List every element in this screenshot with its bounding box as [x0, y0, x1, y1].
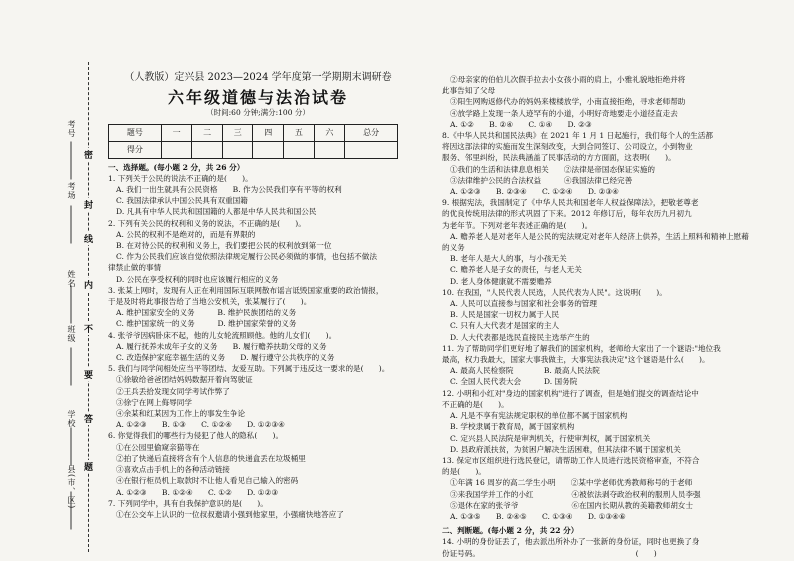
question-line: A. 公民的权利不是绝对的，而是有界限的 [116, 229, 256, 239]
question-line: 1. 下列关于公民的说法不正确的是( )。 [108, 173, 253, 183]
question-line: ④放学路上发现一条人迹罕有的小道，小明好奇地要走小道径直走去 [450, 108, 678, 118]
left-column [108, 72, 408, 520]
question-line: C. 作为公民我们应该自觉依照法律规定履行公民必须做的事情，也包括不做法 [116, 252, 377, 262]
question-line: A. 我们一出生就具有公民资格 B. 作为公民我们享有平等的权利 [116, 185, 342, 195]
question-line: ①我们的生活和法律息息相关 ②法律是帝国态保证实施的 [450, 164, 656, 174]
seal-char: 封 [84, 198, 93, 211]
margin-label-school: 学校 [67, 410, 76, 428]
question-line: 最高，权力我最大，国家大事我做主，大事宪法我决定"这个谜语是什么( )。 [442, 355, 710, 365]
question-line: 4. 张爷爷因病卧床不起，他的儿女轮流照顾他。他的儿女们( )。 [108, 330, 337, 340]
score-table-header-cell: 题号 [109, 124, 162, 141]
question-line: 12. 小明和小红对"身边的国家机构"进行了调查，但是她们提交的调查结论中 [442, 388, 699, 398]
fill-line [71, 428, 72, 466]
right-questions [442, 74, 772, 559]
question-line: C. 全国人民代表大会 D. 国务院 [450, 377, 578, 387]
margin-label-exam-room: 考场 [67, 182, 76, 200]
question-line: 10. 在我国，"人民代表人民选，人民代表为人民"。这说明( )。 [442, 287, 667, 297]
seal-dashed-line [88, 62, 89, 552]
question-line: 律禁止做的事情 [108, 263, 162, 273]
seal-char: 答 [84, 412, 93, 425]
question-line: D. 老人身体健康就不需要赡养 [450, 276, 552, 286]
question-line: 2. 下列有关公民的权利和义务的说法，不正确的是( )。 [108, 218, 306, 228]
question-line: ③喜欢点击手机上的各种活动链接 [116, 465, 230, 475]
question-line: ②拍了快递后直接将含有个人信息的快递盒丢在垃圾桶里 [116, 453, 306, 463]
question-line: D. 凡具有中华人民共和国国籍的人都是中华人民共和国公民 [116, 207, 317, 217]
question-line: 8.《中华人民共和国民法典》在 2021 年 1 月 1 日起施行，我们每个人的生活都 [442, 131, 713, 141]
question-line: 的优良传统用法律的形式巩固了下来。2012 年修订后，每年农历九月初九 [442, 209, 692, 219]
question-line: C. 改造保护家庭幸福生活的义务 D. 履行遵守公共秩序的义务 [116, 353, 335, 363]
margin-label-county: 县(市、区) [67, 465, 76, 510]
question-line: 于是及时将此事报告给了当地公安机关，张某履行了( )。 [108, 297, 312, 307]
question-line: 的是( )。 [442, 467, 486, 477]
margin-label-name: 姓名 [67, 270, 76, 288]
exam-info: （时间:60 分钟;满分:100 分） [206, 108, 310, 118]
score-table-header-row [109, 124, 398, 141]
section-heading: 二、判断题。(每小题 2 分，共 22 分） [442, 526, 579, 536]
question-line: ①徐敏给爸爸团结妈妈数据开着向驾驶证 [116, 375, 253, 385]
score-table-score-cell[interactable]: 得分 [109, 141, 162, 158]
left-questions [108, 162, 408, 521]
seal-char: 要 [84, 368, 93, 381]
question-line: A. 赡养老人是对老年人是公民的宪法规定对老年人经济上供养，生活上照料和精神上慰藉 [450, 231, 749, 241]
score-table-score-cell[interactable] [161, 141, 192, 158]
question-line: A. 履行抚养未成年子女的义务 B. 履行赡养扶助父母的义务 [116, 341, 327, 351]
question-line: C. 我国法律承认中国公民具有双重国籍 [116, 196, 248, 206]
exam-title: 六年级道德与法治试卷 [167, 88, 348, 108]
question-line: A. ①②③ B. ①②④ C. ①② D. ①②③ [116, 487, 279, 497]
score-table-score-cell[interactable] [284, 141, 315, 158]
question-line: C. 维护国家统一的义务 D. 维护国家荣誉的义务 [116, 319, 297, 329]
question-line: B. 老年人是大人的事，与小孩无关 [450, 254, 567, 264]
question-line: 9. 根据宪法，我国制定了《中华人民共和国老年人权益保障法》，把敬老尊老 [442, 198, 699, 208]
score-table-header-cell: 一 [161, 124, 192, 141]
question-line: 将因这部法律的实施而发生深刻改变，大到合同签订、公司设立，小到物业 [442, 142, 693, 152]
score-table-score-cell[interactable] [222, 141, 253, 158]
seal-char: 密 [84, 148, 93, 161]
binding-margin [8, 60, 93, 555]
question-line: B. 人民是国家一切权力属于人民 [450, 310, 560, 320]
section-heading: 一、选择题。(每小题 2 分，共 26 分） [108, 162, 245, 172]
question-line: 服务、邻里纠纷，民法典涵盖了民事活动的方方面面，这表明( )。 [442, 153, 676, 163]
question-line: 份证号码。 ( ) [442, 548, 657, 558]
question-line: ③法律维护公民的合法权益 ④我国法律已经完善 [450, 175, 633, 185]
question-line: ④在银行柜员机上取款时不让他人看见自己输入的密码 [116, 476, 299, 486]
score-table-score-cell[interactable] [253, 141, 284, 158]
fill-line [71, 206, 72, 244]
question-line: 不正确的是( )。 [442, 399, 509, 409]
question-line: ③阳生网购返修代办的妈妈来楼楼放学，小南直接拒绝，寻求老师帮助 [450, 97, 686, 107]
question-line: A. 人民可以直接参与国家和社会事务的管理 [450, 299, 597, 309]
seal-char: 线 [84, 232, 93, 245]
question-line: A. 凡是不享有宪法规定职权的单位都不属于国家机构 [450, 411, 628, 421]
score-table-score-cell[interactable] [345, 141, 398, 158]
question-line: ⑤退休在家的张爷爷 ⑥在国内长期从教的美籍教师胡女士 [450, 500, 693, 510]
question-line: A. 最高人民检察院 B. 最高人民法院 [450, 366, 600, 376]
question-line: D. 人大代表都是选民直接民主选举产生的 [450, 332, 590, 342]
question-line: 为老年节。下列对老年表述正确的是( )。 [442, 220, 593, 230]
score-table-header-cell: 二 [192, 124, 223, 141]
question-line: B. 学校隶属于教育局，属于国家机构 [450, 422, 575, 432]
fill-line [71, 142, 72, 180]
question-line: 7. 下列同学中，具有自我保护意识的是( )。 [108, 498, 268, 508]
right-column [442, 74, 772, 559]
fill-line [71, 348, 72, 386]
question-line: ②王兵丢拾发现女同学考试作弊了 [116, 386, 230, 396]
margin-label-class: 班级 [67, 325, 76, 343]
question-line: ①在公交车上认识的一位叔叔邀请小强到他家里，小强痛快地答应了 [116, 509, 344, 519]
question-line: D. 公民在享受权利的同时也应该履行相应的义务 [116, 274, 279, 284]
score-table-score-cell[interactable] [192, 141, 223, 158]
question-line: 3. 张某上网时，发现有人正在利用国际互联网散布谣言诋毁国家重要的政治情报， [108, 285, 384, 295]
question-line: 的义务 [442, 243, 465, 253]
question-line: ②母亲家的伯伯儿次假手拉去小女孩小雨的肩上，小雅礼貌地拒绝并将 [450, 75, 686, 84]
question-line: B. 在对待公民的权利和义务上，我们要把公民的权利放到第一位 [116, 241, 332, 251]
question-line: ①年满 16 周岁的高二学生小明 ②某中学老师优秀教师称号的于老师 [450, 478, 693, 488]
question-line: ③徐宁在网上侮辱同学 [116, 397, 192, 407]
seal-char: 内 [84, 278, 93, 291]
exam-subtitle: （人教版）定兴县 2023—2024 学年度第一学期期末调研卷 [124, 72, 392, 83]
question-line: A. ①②③ B. ②③④ C. ①②④ D. ②③④ [450, 187, 619, 197]
question-line: A. ①② B. ②④ C. ①④ D. ②③ [450, 119, 592, 129]
seal-char: 题 [84, 460, 93, 473]
score-table-header-cell: 五 [284, 124, 315, 141]
margin-label-exam-number: 考号 [67, 120, 76, 138]
score-table-header-cell: 六 [314, 124, 345, 141]
question-line: C. 定兴县人民法院是审判机关，行使审判权，属于国家机关 [450, 433, 651, 443]
fill-line [71, 286, 72, 324]
score-table-header-cell: 四 [253, 124, 284, 141]
question-line: A. 维护国家安全的义务 B. 维护民族团结的义务 [116, 308, 297, 318]
question-line: 11. 为了帮助同学们更好地了解我们的国家机构，老师给大家出了一个谜语:"地位我 [442, 343, 721, 353]
score-table-header-cell: 总分 [345, 124, 398, 141]
question-line: A. ①②③ B. ①③ C. ①②④ D. ①②③④ [116, 420, 285, 430]
question-line: C. 只有人大代表才是国家的主人 [450, 321, 560, 331]
seal-char: 不 [84, 322, 93, 335]
question-line: A. ①③⑤ B. ②④⑤ C. ①③④ D. ①③④⑥ [450, 511, 626, 521]
question-line: ①在公园里偷窥亲猫等在 [116, 442, 200, 452]
question-line: 5. 我们与同学间相处应当平等团结、友爱互助。下列属于违反这一要求的是( )。 [108, 364, 390, 374]
score-table-score-row [109, 141, 398, 158]
score-table-header-cell: 三 [222, 124, 253, 141]
score-table [108, 124, 398, 159]
question-line: D. 县政府派扶贫，为贫困户解决生活困难，但其法律不属于国家机关 [450, 444, 681, 454]
question-line: ④余某和红某因为工作上的事发生争论 [116, 409, 246, 419]
question-line: 14. 小明的身份证丢了，他去派出所补办了一张新的身份证，同时也更换了身 [442, 537, 700, 547]
question-line: ③来我国学并工作的小红 ④被依法剥夺政治权利的服刑人员李强 [450, 489, 701, 499]
question-line: C. 赡养老人是子女的责任，与老人无关 [450, 265, 582, 275]
fill-line [71, 492, 72, 530]
question-line: 13. 保定市区组织进行选民登记，请帮助工作人员进行选民资格审查，不符合 [442, 455, 700, 465]
question-line: 6. 你觉得我们的哪些行为侵犯了他人的隐私( )。 [108, 431, 284, 441]
question-line: 此事告知了父母 [442, 86, 496, 96]
score-table-score-cell[interactable] [314, 141, 345, 158]
